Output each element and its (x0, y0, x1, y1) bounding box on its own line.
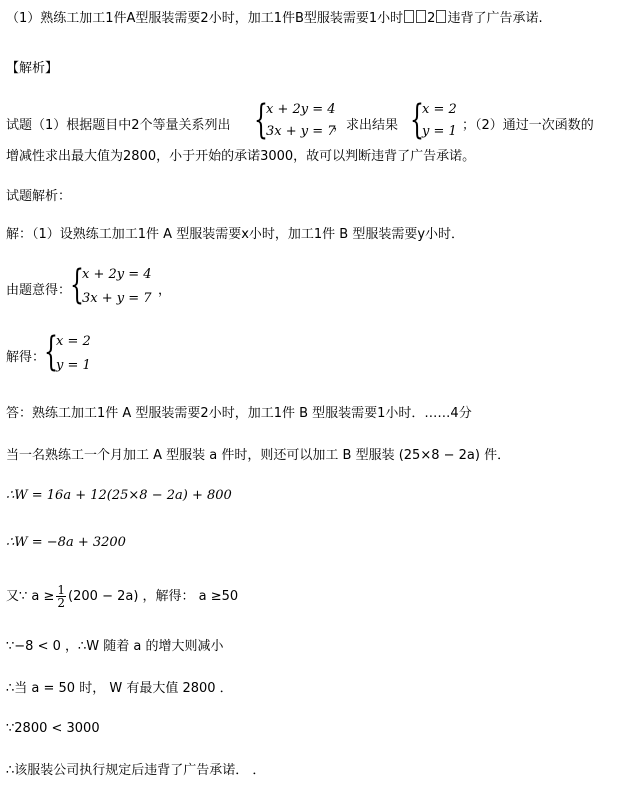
line-1 (6, 10, 543, 28)
solution-y: y = 1 (56, 358, 91, 373)
line-1-tail: 违背了广告承诺. (447, 11, 543, 26)
line-4: 增减性求出最大值为2800，小于开始的承诺3000，故可以判断违背了广告承诺。 (6, 149, 476, 164)
line-12-formula: ∴W = −8a + 3200 (6, 535, 126, 550)
fraction-numerator: 1 (57, 583, 66, 597)
solution-system (44, 329, 104, 378)
line-1-num: 2 (427, 11, 436, 26)
line-13-a: 又∵ a ≥ (6, 589, 55, 604)
equation-1: x + 2y = 4 (82, 267, 152, 282)
line-7: 由题意得： (6, 283, 72, 298)
solution-x: x = 2 (56, 334, 91, 349)
fraction-denominator: 2 (57, 596, 66, 610)
system-equations-inline (254, 97, 344, 144)
line-16: ∵2800 < 3000 (6, 721, 100, 736)
line-17: ∴该服装公司执行规定后违背了广告承诺． ． (6, 763, 266, 778)
line-15: ∴当 a = 50 时， W 有最大值 2800 ． (6, 681, 233, 696)
line-3b: ，求出结果 (333, 118, 399, 133)
line-14: ∵−8 < 0 ，∴W 随着 a 的增大则减小 (6, 639, 224, 654)
equation-2: 3x + y = 7 (82, 291, 152, 306)
left-brace-icon: { (44, 329, 58, 375)
line-1-text: （1）熟练工加工1件A型服装需要2小时，加工1件B型服装需要1小时 (6, 11, 404, 26)
line-8: 解得： (6, 350, 46, 365)
line-6: 解：（1）设熟练工加工1件 A 型服装需要x小时，加工1件 B 型服装需要y小时． (6, 227, 465, 242)
solution-y: y = 1 (422, 124, 457, 139)
line-13 (6, 584, 238, 609)
left-brace-icon: { (410, 97, 424, 143)
equation-1: x + 2y = 4 (266, 102, 336, 117)
fraction-one-half (56, 584, 66, 609)
missing-glyph-box (404, 10, 414, 23)
missing-glyph-box (416, 10, 426, 23)
section-heading: 【解析】 (6, 61, 59, 76)
missing-glyph-box (436, 10, 446, 23)
line-9: 答：熟练工加工1件 A 型服装需要2小时，加工1件 B 型服装需要1小时．……4分 (6, 406, 472, 421)
line-3a: 试题（1）根据题目中2个等量关系列出 (6, 118, 231, 133)
solution-x: x = 2 (422, 102, 457, 117)
line-13-b: (200 − 2a) ，解得： a ≥50 (68, 589, 239, 604)
system-equations (70, 262, 160, 311)
line-10: 当一名熟练工一个月加工 A 型服装 a 件时，则还可以加工 B 型服装 (25×8 − 2a) 件． (6, 448, 511, 463)
line-11-formula: ∴W = 16a + 12(25×8 − 2a) + 800 (6, 488, 232, 503)
equation-2: 3x + y = 7 (266, 124, 336, 139)
line-5: 试题解析： (6, 189, 72, 204)
left-brace-icon: { (254, 97, 268, 143)
line-7-tail: ， (158, 283, 172, 298)
left-brace-icon: { (70, 262, 84, 308)
solution-inline (410, 97, 460, 144)
line-3c: ；（2）通过一次函数的 (462, 118, 594, 133)
